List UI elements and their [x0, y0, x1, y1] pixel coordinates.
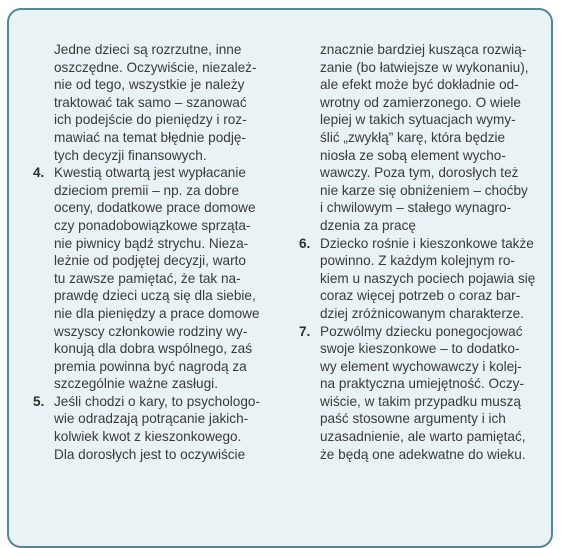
text-line	[54, 323, 268, 341]
text-line	[54, 340, 268, 358]
text-line	[320, 270, 538, 288]
list-number: 7.	[299, 323, 311, 339]
line-text: szczególnie ważne zasługi.	[54, 376, 218, 392]
line-text: wie odradzają potrącanie jakich-	[54, 411, 249, 427]
line-text: ślić „zwykłą” karę, która będzie	[320, 129, 506, 145]
line-text: nie piwnicy bądź strychu. Nieza-	[54, 235, 249, 251]
line-text: czy ponadobowiązkowe sprząta-	[54, 217, 251, 233]
text-line	[320, 199, 538, 217]
line-text: zanie (bo łatwiejsze w wykonaniu),	[320, 59, 529, 75]
text-line	[320, 340, 538, 358]
line-text: znacznie bardziej kusząca rozwią-	[320, 42, 527, 57]
text-line	[320, 182, 538, 200]
text-line	[320, 428, 538, 446]
line-text: ich podejście do pieniędzy i roz-	[54, 112, 247, 128]
line-text: paść stosowne argumenty i ich	[320, 411, 506, 427]
line-text: dzieciom premii – np. za dobre	[54, 182, 240, 198]
line-text: wszyscy członkowie rodziny wy-	[54, 323, 248, 339]
line-text: wy element wychowawczy i kolej-	[320, 358, 522, 374]
text-line	[54, 111, 268, 129]
text-line	[54, 235, 268, 253]
text-line	[54, 182, 268, 200]
list-number: 4.	[33, 165, 45, 181]
text-line	[54, 252, 268, 270]
line-text: leżnie od podjętej decyzji, warto	[54, 253, 246, 269]
line-text: nie karze się obniżeniem – choćby	[320, 182, 528, 198]
text-line	[320, 59, 538, 77]
line-text: Dla dorosłych jest to oczywiście	[54, 446, 246, 462]
text-line	[320, 217, 538, 235]
line-text: oceny, dodatkowe prace domowe	[54, 200, 256, 216]
line-text: traktować tak samo – szanować	[54, 94, 247, 110]
text-line	[54, 358, 268, 376]
text-line	[54, 129, 268, 147]
list-number: 5.	[33, 393, 45, 409]
line-text: nie dla pieniędzy a prace domowe	[54, 305, 260, 321]
text-line	[54, 375, 268, 393]
text-panel	[7, 8, 553, 548]
text-line	[320, 164, 538, 182]
line-text: wrotny od zamierzonego. O wiele	[320, 94, 521, 110]
text-line	[54, 287, 268, 305]
line-text: coraz więcej potrzeb o coraz bar-	[320, 288, 521, 304]
line-text: mawiać na temat błędnie podję-	[54, 129, 246, 145]
text-line	[54, 446, 268, 464]
line-text: kiem u naszych pociech pojawia się	[320, 270, 536, 286]
right-column	[299, 41, 538, 463]
line-text: niosła ze sobą element wycho-	[320, 147, 506, 163]
text-line	[320, 393, 538, 411]
text-line	[54, 76, 268, 94]
line-text: wiście, w takim przypadku muszą	[320, 393, 521, 409]
line-text: tych decyzji finansowych.	[54, 147, 207, 163]
line-text: nie od tego, wszystkie je należy	[54, 77, 245, 93]
text-line	[54, 41, 268, 59]
line-text: Kwestią otwartą jest wypłacanie	[54, 165, 246, 181]
line-text: Dziecko rośnie i kieszonkowe także	[320, 235, 534, 251]
text-line	[299, 323, 538, 341]
text-line	[54, 428, 268, 446]
line-text: Pozwólmy dziecku ponegocjować	[320, 323, 523, 339]
text-line	[320, 76, 538, 94]
text-line	[54, 59, 268, 77]
line-text: tu zawsze pamiętać, że tak na-	[54, 270, 241, 286]
text-line	[320, 129, 538, 147]
line-text: że będą one adekwatne do wieku.	[320, 446, 526, 462]
text-line	[320, 410, 538, 428]
line-text: oszczędne. Oczywiście, niezależ-	[54, 59, 257, 75]
text-line	[320, 305, 538, 323]
text-line	[54, 270, 268, 288]
text-line	[54, 217, 268, 235]
line-text: prawdę dzieci uczą się dla siebie,	[54, 288, 256, 304]
list-number: 6.	[299, 235, 311, 251]
text-line	[320, 111, 538, 129]
line-text: lepiej w takich sytuacjach wymy-	[320, 112, 516, 128]
text-line	[33, 164, 268, 182]
line-text: powinno. Z każdym kolejnym ro-	[320, 253, 515, 269]
line-text: kolwiek kwot z kieszonkowego.	[54, 429, 242, 445]
left-column	[33, 41, 268, 463]
text-line	[320, 358, 538, 376]
text-line	[54, 410, 268, 428]
line-text: Jeśli chodzi o kary, to psychologo-	[54, 393, 261, 409]
line-text: dziej zróżnicowanym charakterze.	[320, 305, 524, 321]
text-line	[320, 41, 538, 59]
line-text: Jedne dzieci są rozrzutne, inne	[54, 42, 242, 57]
text-line	[54, 94, 268, 112]
line-text: swoje kieszonkowe – to dodatko-	[320, 341, 520, 357]
line-text: wawczy. Poza tym, dorosłych też	[320, 165, 519, 181]
line-text: na praktyczna umiejętność. Oczy-	[320, 376, 524, 392]
text-line	[299, 235, 538, 253]
text-line	[54, 147, 268, 165]
text-line	[320, 287, 538, 305]
text-line	[320, 252, 538, 270]
text-line	[33, 393, 268, 411]
line-text: konują dla dobra wspólnego, zaś	[54, 341, 252, 357]
text-line	[320, 446, 538, 464]
line-text: dzenia za pracę	[320, 217, 416, 233]
text-line	[320, 94, 538, 112]
text-line	[54, 199, 268, 217]
line-text: i chwilowym – stałego wynagro-	[320, 200, 512, 216]
line-text: premia powinna być nagrodą za	[54, 358, 247, 374]
line-text: ale efekt może być dokładnie od-	[320, 77, 519, 93]
text-line	[320, 375, 538, 393]
text-line	[54, 305, 268, 323]
line-text: uzasadnienie, ale warto pamiętać,	[320, 429, 526, 445]
text-line	[320, 147, 538, 165]
